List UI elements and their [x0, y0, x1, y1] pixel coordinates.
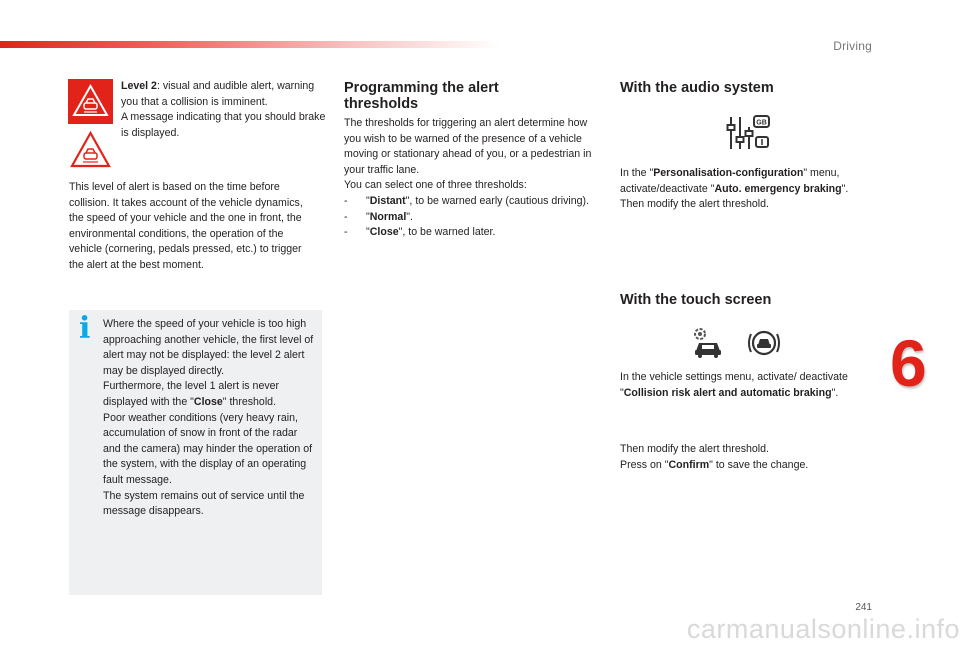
audio-icon-badge: GB [756, 119, 767, 127]
touch-screen-text-2: Then modify the alert threshold. Press on "Confirm" to save the change. [620, 443, 809, 471]
header-gradient-bar [0, 41, 500, 48]
audio-system-heading: With the audio system [620, 80, 774, 96]
vehicle-settings-icon [690, 325, 726, 359]
thresholds-text: The thresholds for triggering an alert determine how you wish to be warned of the presence of a vehicle moving or stationary ahead of you, or a pedestrian in your traffic lane. You can select one of three thresholds: - "Distant", to be warned early (cautious driving). - "Normal". - "Close", to be warned later. [344, 116, 602, 241]
info-box-text: Where the speed of your vehicle is too high approaching another vehicle, the first level of alert may not be displayed: the level 2 alert may be displayed directly. Furthermore, the level 1 alert is never displayed with the "Close" threshold. Poor weather conditions (very heavy rain, accumulation of snow in front of the radar and the camera) may hinder the operation of the system, with the display of an operating fault message. The system remains out of service until the message disappears. [103, 318, 314, 518]
alert-timing-paragraph: This level of alert is based on the time before collision. It takes account of the vehicle dynamics, the speed of your vehicle and the one in front, the environmental conditions, the operation of the vehicle (cornering, pedals pressed, etc.) to trigger the alert at the best moment. [69, 181, 303, 271]
level2-alert-icon-filled [68, 79, 113, 124]
level2-alert-icon-outline [68, 128, 113, 173]
chapter-title: Driving [833, 39, 872, 53]
threshold-option-distant: - "Distant", to be warned early (cautious driving). [344, 194, 602, 210]
threshold-option-close: - "Close", to be warned later. [344, 225, 602, 241]
watermark: carmanualsonline.info [686, 614, 960, 644]
audio-system-text: In the "Personalisation-configuration" menu, activate/deactivate "Auto. emergency braking". Then modify the alert threshold. [620, 167, 849, 211]
touch-screen-heading: With the touch screen [620, 292, 772, 308]
threshold-option-normal: - "Normal". [344, 210, 602, 226]
level2-description: Level 2: visual and audible alert, warning you that a collision is imminent. A message indicating that you should brake is displayed. [121, 80, 326, 139]
page-number: 241 [855, 602, 872, 613]
threshold-options-list [344, 194, 602, 241]
touch-screen-text: In the vehicle settings menu, activate/ deactivate "Collision risk alert and automatic braking". [620, 371, 848, 399]
thresholds-heading: Programming the alert thresholds [344, 80, 499, 112]
level2-label: Level 2 [121, 80, 157, 92]
chapter-number: 6 [890, 326, 927, 400]
collision-alert-icon [746, 326, 782, 360]
audio-settings-icon [726, 113, 770, 153]
info-icon: i [79, 311, 91, 346]
